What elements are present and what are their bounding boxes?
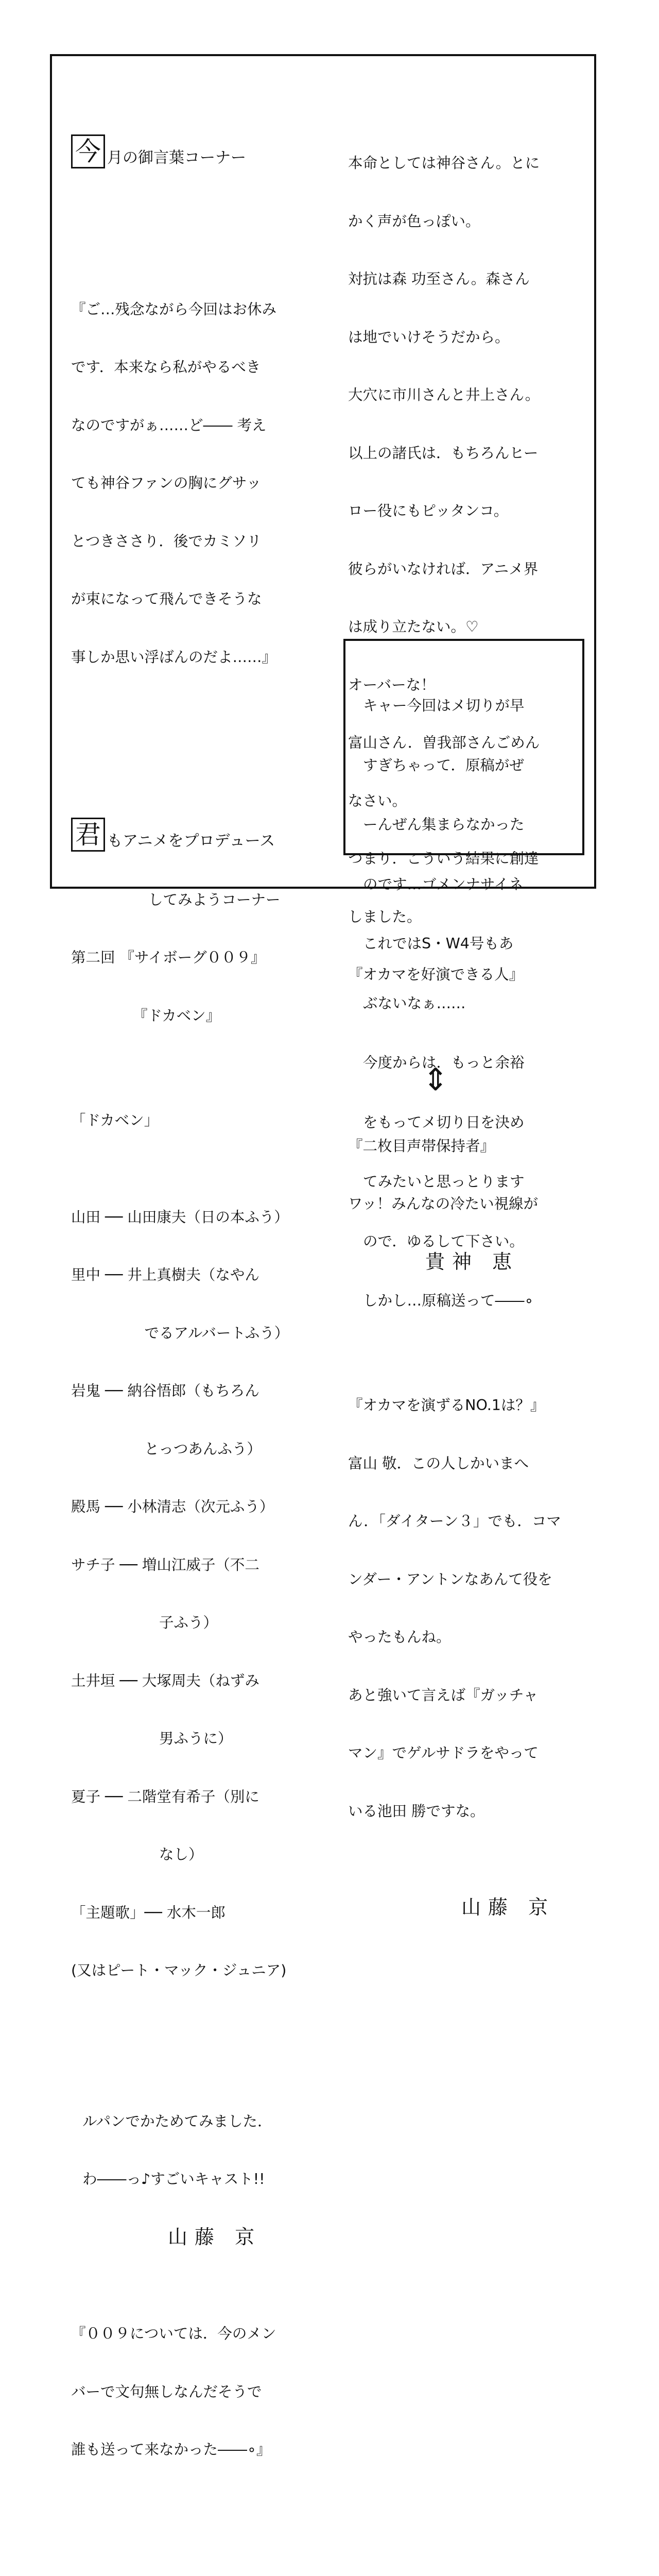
double-arrow-icon: ⇕ bbox=[422, 1061, 449, 1098]
corner2-episode-line1: 第二回 『サイボーグ００９』 bbox=[71, 949, 266, 966]
corner2-comment-line1: ルパンでかためてみました． bbox=[82, 2112, 272, 2130]
corner2-signature: 山藤 京 bbox=[168, 2225, 262, 2248]
right-line: ん．「ダイターン３」でも．コマ bbox=[348, 1513, 561, 1530]
corner1-title: 月の御言葉コーナー bbox=[107, 148, 246, 167]
cast-line: 土井垣 ── 大塚周夫（ねずみ bbox=[71, 1672, 259, 1689]
corner1-line: 『ご…残念ながら今回はお休み bbox=[71, 300, 277, 318]
corner2-heading bbox=[71, 818, 323, 852]
right-line: いる池田 勝ですな。 bbox=[348, 1802, 485, 1820]
right-line: 『オカマを演ずるNO.1は？』 bbox=[348, 1397, 545, 1414]
right-line: つまり．こういう結果に創達 bbox=[348, 850, 539, 867]
right-line: 彼らがいなければ．アニメ界 bbox=[348, 560, 539, 578]
right-line: やったもんね。 bbox=[348, 1629, 451, 1646]
corner2-comment-line2: わ――っ♪すごいキャスト!! bbox=[82, 2171, 265, 2188]
cast-line: (又はピート・マック・ジュニア) bbox=[71, 1962, 287, 1979]
notice-line: をもってメ切り日を決め bbox=[363, 1113, 525, 1131]
notice-line: しかし…原稿送って――∘ bbox=[363, 1292, 534, 1309]
right-line: かく声が色っぽい。 bbox=[348, 212, 480, 230]
cast-line: なし） bbox=[71, 1846, 203, 1863]
left-column bbox=[71, 76, 323, 2576]
right-line: は地でいけそうだから。 bbox=[348, 328, 510, 346]
right-line: ワッ！みんなの冷たい視線が bbox=[348, 1195, 539, 1212]
right-line: は成り立たない。♡ bbox=[348, 618, 479, 635]
right-line: 大穴に市川さんと井上さん。 bbox=[348, 386, 540, 403]
right-line: あと強いて言えば『ガッチャ bbox=[348, 1686, 539, 1704]
cast-line: 子ふう） bbox=[71, 1614, 218, 1631]
notice-line: のです…ゴメンナサイネ bbox=[363, 875, 524, 893]
notice-line: 今度からは．もっと余裕 bbox=[363, 1054, 525, 1071]
right-line: オーバーな！ bbox=[348, 676, 436, 693]
cast-line: とっつあんふう） bbox=[71, 1440, 262, 1458]
corner1-line: が束になって飛んできそうな bbox=[71, 590, 262, 607]
cast-line: 山田 ── 山田康夫（日の本ふう） bbox=[71, 1208, 289, 1226]
corner1-line: なのですがぁ……ど―― 考え bbox=[71, 416, 267, 434]
right-line: ンダー・アントンなあんて役を bbox=[348, 1570, 552, 1588]
corner2-boxed-char: 君 bbox=[71, 818, 105, 852]
corner1-boxed-char: 今 bbox=[71, 134, 105, 168]
cast-line: 殿馬 ── 小林清志（次元ふう） bbox=[71, 1498, 274, 1515]
right-line: マン』でゲルサドラをやって bbox=[348, 1744, 539, 1761]
right-line: 対抗は森 功至さん。森さん bbox=[348, 270, 530, 287]
corner1-body bbox=[71, 261, 323, 706]
right-line: 富山さん．曽我部さんごめん bbox=[348, 734, 540, 751]
right-line: しました。 bbox=[348, 908, 422, 925]
corner1-heading bbox=[71, 134, 323, 168]
corner1-line: 事しか思い浮ばんのだよ……』 bbox=[71, 648, 277, 666]
corner2-note bbox=[71, 2285, 323, 2498]
notice-line: ので．ゆるして下さい。 bbox=[363, 1232, 524, 1250]
cast-list bbox=[71, 1169, 323, 2019]
right-line: なさい。 bbox=[348, 792, 407, 809]
cast-line: 里中 ── 井上真樹夫（なやん bbox=[71, 1266, 259, 1283]
corner1-line: ても神谷ファンの胸にグサッ bbox=[71, 474, 262, 492]
corner2-title-line1: もアニメをプロデュース bbox=[107, 832, 275, 850]
right-line: 『オカマを好演できる人』 bbox=[348, 966, 524, 983]
right-line: 富山 敬．この人しかいまへ bbox=[348, 1454, 529, 1472]
cast-line: サチ子 ── 増山江威子（不二 bbox=[71, 1556, 259, 1573]
notice-line: すぎちゃって．原稿がぜ bbox=[363, 756, 524, 774]
right-signature2: 山藤 京 bbox=[461, 1896, 556, 1919]
dokaben-label: 「ドカベン」 bbox=[71, 1112, 159, 1129]
right-line: 『二枚目声帯保持者』 bbox=[348, 1137, 495, 1155]
corner1-line: とつきささり．後でカミソリ bbox=[71, 532, 262, 550]
notice-line: ぶないなぁ…… bbox=[363, 994, 466, 1012]
right-line: ロー役にもピッタンコ。 bbox=[348, 502, 509, 519]
corner1-line: です．本来なら私がやるべき bbox=[71, 359, 261, 376]
notice-line: これではS・W4号もあ bbox=[363, 935, 514, 952]
cast-line: 「主題歌」── 水木一郎 bbox=[71, 1904, 226, 1921]
notice-line: ーんぜん集まらなかった bbox=[363, 816, 525, 833]
cast-line: でるアルバートふう） bbox=[71, 1324, 289, 1342]
note-line: 誰も送って来なかった――∘』 bbox=[71, 2441, 271, 2458]
corner2-title-line2: してみようコーナー bbox=[148, 891, 281, 908]
corner2-episode-line2: 『ドカベン』 bbox=[133, 1007, 221, 1024]
cast-line: 夏子 ── 二階堂有希子（別に bbox=[71, 1788, 259, 1805]
cast-line: 男ふうに） bbox=[71, 1730, 233, 1747]
right-line: 以上の諸氏は．もちろんヒー bbox=[348, 444, 539, 462]
notice-line: キャー今回はメ切りが早 bbox=[363, 697, 525, 714]
right-line: 本命としては神谷さん。とに bbox=[348, 155, 540, 172]
right-signature1: 貴神 恵 bbox=[425, 1250, 519, 1273]
cast-line: 岩鬼 ── 納谷悟郎（もちろん bbox=[71, 1382, 259, 1399]
note-line: バーで文句無しなんだそうで bbox=[71, 2383, 262, 2400]
notice-line: てみたいと思っとります bbox=[363, 1173, 525, 1190]
right-body-2 bbox=[348, 1357, 590, 1859]
note-line: 『００９については．今のメン bbox=[71, 2325, 276, 2342]
